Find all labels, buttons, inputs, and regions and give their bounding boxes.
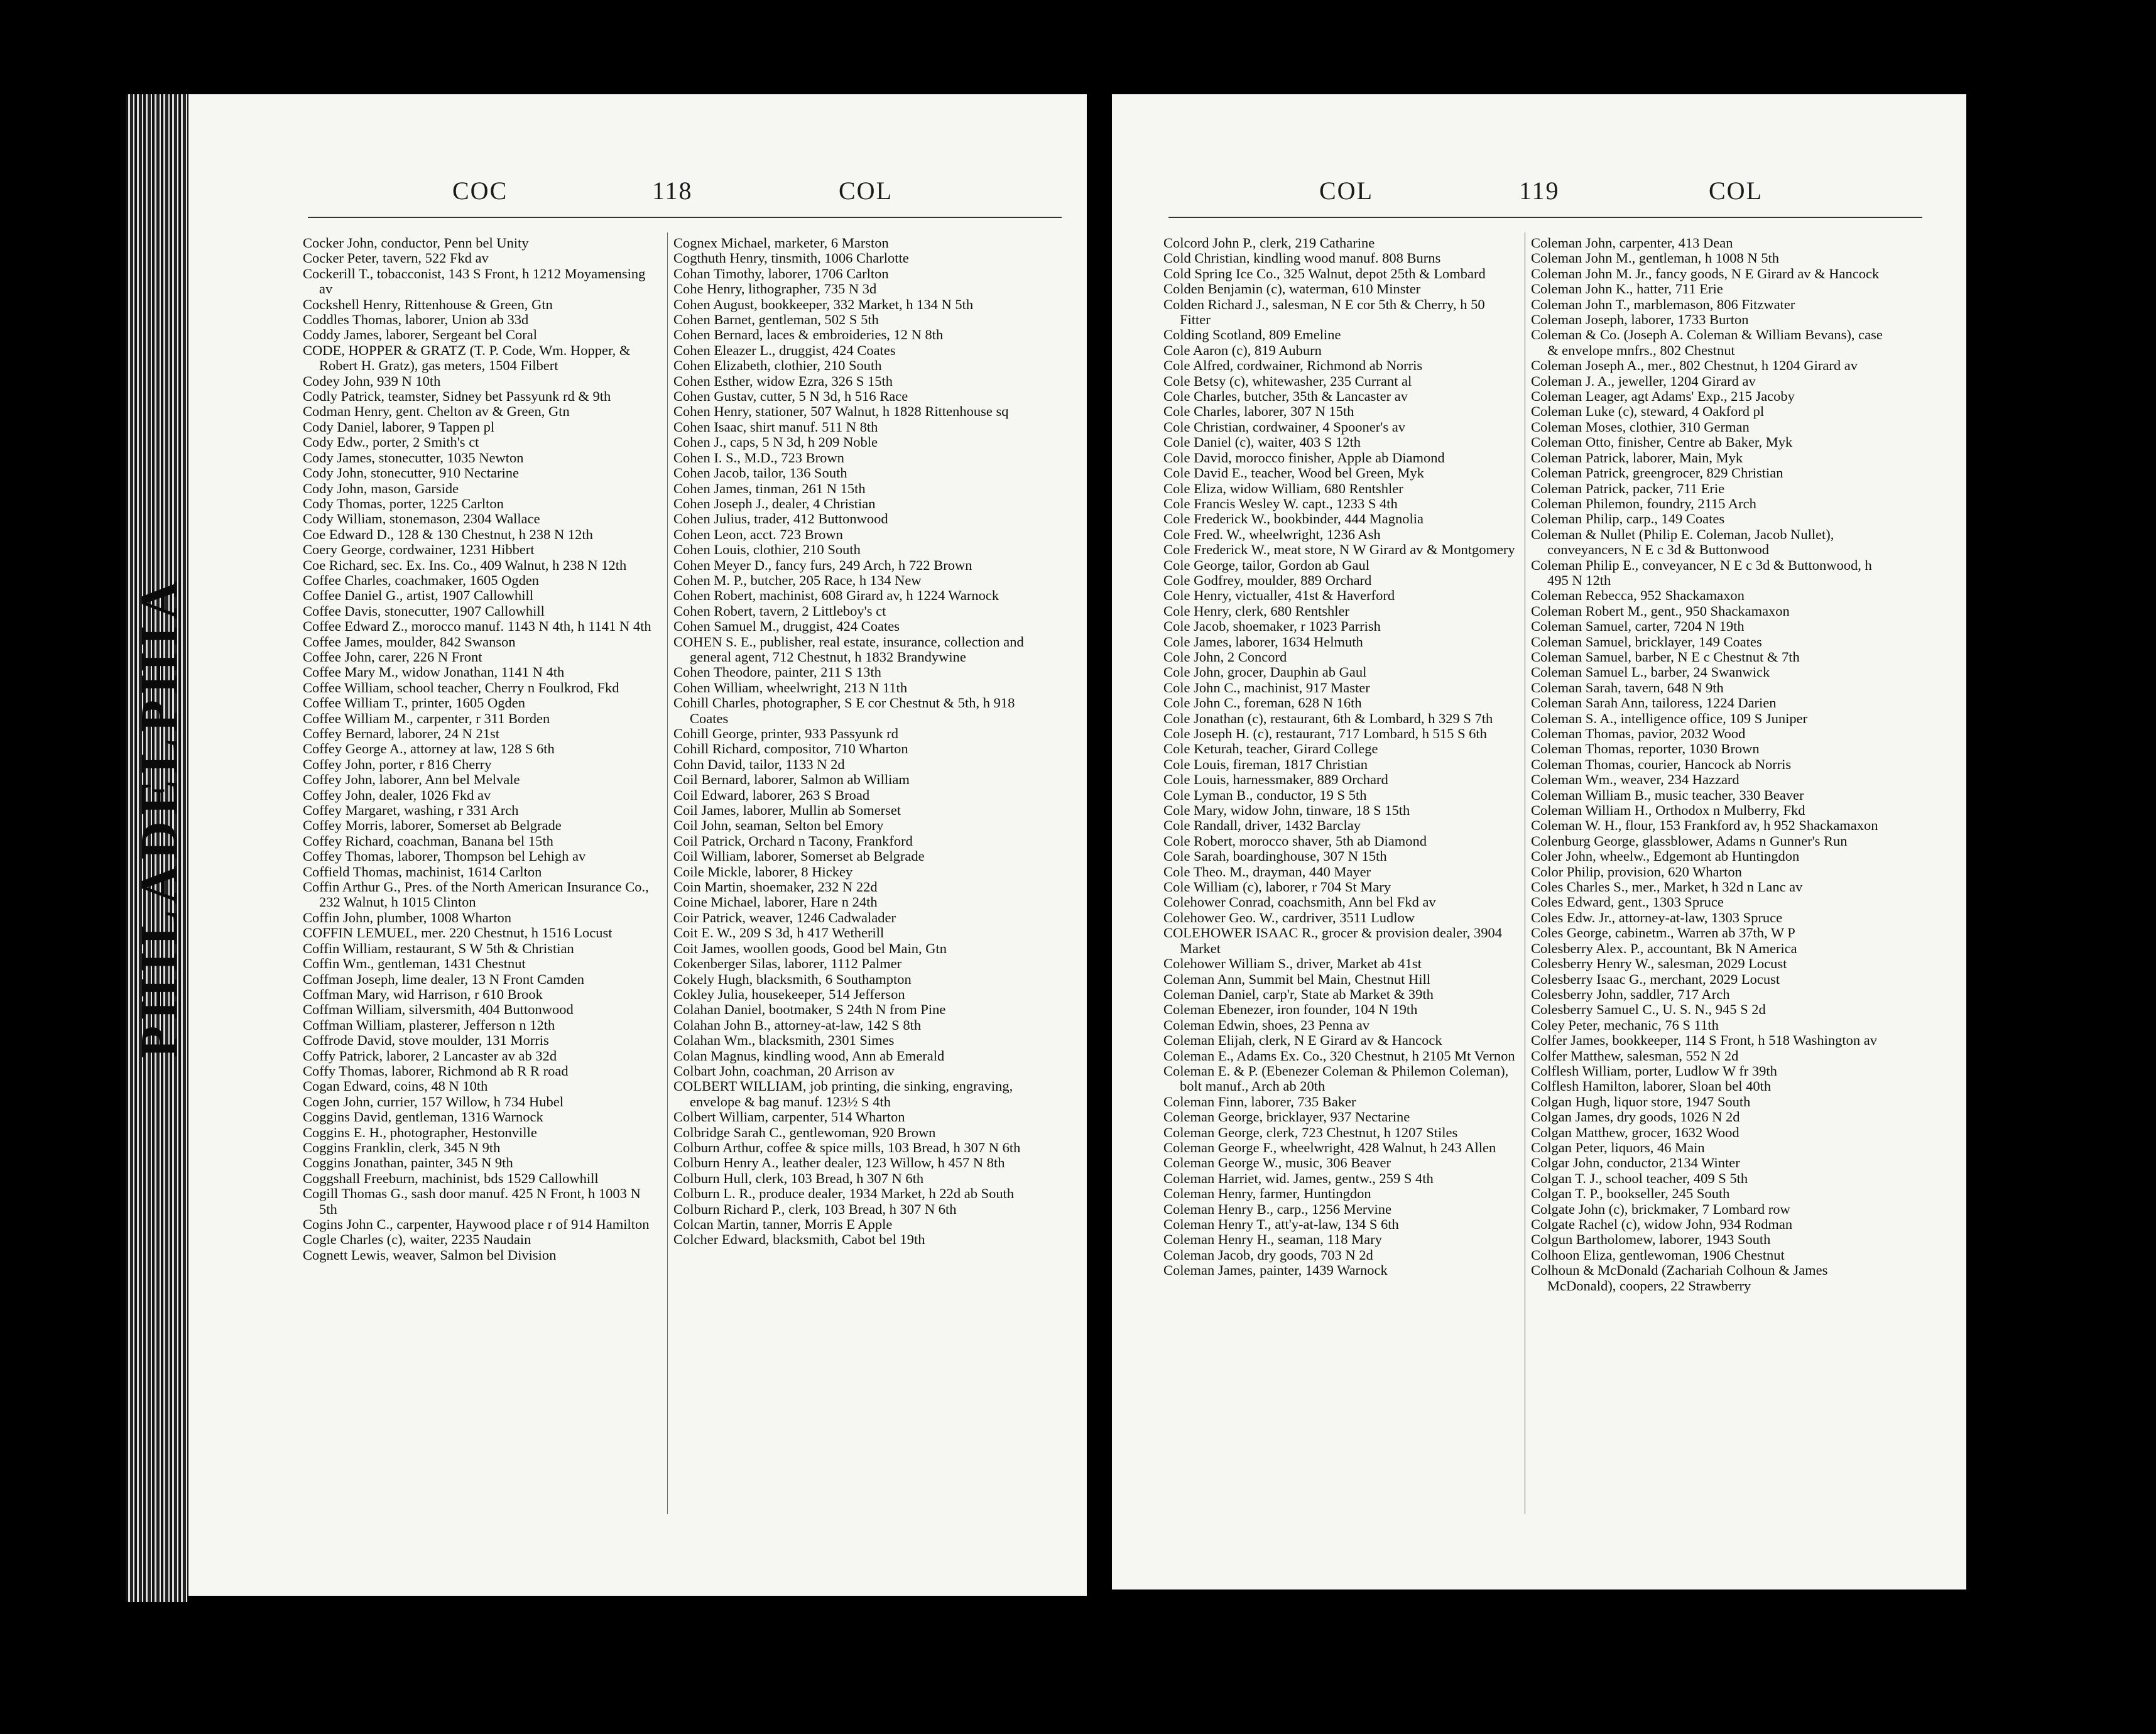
directory-entry: Coleman Samuel, carter, 7204 N 19th bbox=[1531, 618, 1745, 635]
directory-entry: Coleman John, carpenter, 413 Dean bbox=[1531, 235, 1733, 251]
directory-entry: Coffee William M., carpenter, r 311 Borden bbox=[303, 710, 550, 726]
directory-entry: Cohen Joseph J., dealer, 4 Christian bbox=[673, 495, 876, 511]
directory-entry: Coleman Otto, finisher, Centre ab Baker, Myk bbox=[1531, 434, 1793, 450]
directory-entry: Coleman & Nullet (Philip E. Coleman, Jacob Nullet), conveyancers, N E c 3d & Buttonwood bbox=[1531, 526, 1834, 558]
directory-entry: Codly Patrick, teamster, Sidney bet Passyunk rd & 9th bbox=[303, 388, 611, 405]
directory-entry: Cohen Gustav, cutter, 5 N 3d, h 516 Race bbox=[673, 388, 908, 405]
right-page-column-1 bbox=[1163, 236, 1518, 1279]
directory-entry: Coleman James, painter, 1439 Warnock bbox=[1163, 1262, 1388, 1279]
directory-entry: Coffman Mary, wid Harrison, r 610 Brook bbox=[303, 986, 543, 1002]
directory-entry: Cocker Peter, tavern, 522 Fkd av bbox=[303, 250, 489, 266]
directory-entry: Cody John, mason, Garside bbox=[303, 480, 459, 496]
directory-entry: Coleman Wm., weaver, 234 Hazzard bbox=[1531, 772, 1740, 788]
directory-entry: Cogthuth Henry, tinsmith, 1006 Charlotte bbox=[673, 250, 909, 266]
directory-entry: COLBERT WILLIAM, job printing, die sinking, engraving, envelope & bag manuf. 123½ S 4th bbox=[673, 1078, 1013, 1110]
directory-entry: Cole Keturah, teacher, Girard College bbox=[1163, 741, 1378, 757]
directory-entry: Coil John, seaman, Selton bel Emory bbox=[673, 817, 884, 834]
directory-entry: Colan Magnus, kindling wood, Ann ab Emerald bbox=[673, 1047, 945, 1064]
directory-entry: Coile Mickle, laborer, 8 Hickey bbox=[673, 863, 853, 880]
directory-entry: CODE, HOPPER & GRATZ (T. P. Code, Wm. Hopper, & Robert H. Gratz), gas meters, 1504 Filbert bbox=[303, 342, 631, 374]
directory-entry: Coleman Thomas, courier, Hancock ab Norris bbox=[1531, 756, 1792, 772]
directory-entry: Coffey Margaret, washing, r 331 Arch bbox=[303, 802, 519, 819]
directory-entry: Coil Patrick, Orchard n Tacony, Frankford bbox=[673, 832, 913, 849]
directory-entry: Colgun Bartholomew, laborer, 1943 South bbox=[1531, 1231, 1771, 1248]
directory-entry: Cole David, morocco finisher, Apple ab Diamond bbox=[1163, 449, 1445, 466]
directory-entry: Cohen Bernard, laces & embroideries, 12 N 8th bbox=[673, 327, 944, 343]
directory-entry: Colhoun & McDonald (Zachariah Colhoun & James McDonald), coopers, 22 Strawberry bbox=[1531, 1262, 1828, 1294]
directory-entry: Cohen M. P., butcher, 205 Race, h 134 New bbox=[673, 572, 922, 588]
directory-entry: Coleman Sarah Ann, tailoress, 1224 Darien bbox=[1531, 695, 1777, 711]
directory-entry: Cohen Elizabeth, clothier, 210 South bbox=[673, 357, 882, 374]
directory-entry: Coleman Edwin, shoes, 23 Penna av bbox=[1163, 1017, 1370, 1033]
directory-entry: Cohen Julius, trader, 412 Buttonwood bbox=[673, 511, 888, 527]
directory-entry: Cohen Jacob, tailor, 136 South bbox=[673, 465, 847, 481]
header-rule bbox=[1168, 217, 1922, 218]
directory-entry: Coffman William, silversmith, 404 Buttonwood bbox=[303, 1001, 574, 1018]
directory-entry: Colden Benjamin (c), waterman, 610 Minster bbox=[1163, 281, 1421, 297]
directory-entry: Colbert William, carpenter, 514 Wharton bbox=[673, 1109, 905, 1125]
directory-entry: Coggins E. H., photographer, Hestonville bbox=[303, 1124, 537, 1140]
directory-entry: Coir Patrick, weaver, 1246 Cadwalader bbox=[673, 909, 896, 925]
directory-entry: Coles Charles S., mer., Market, h 32d n Lanc av bbox=[1531, 879, 1803, 895]
directory-entry: Cole Daniel (c), waiter, 403 S 12th bbox=[1163, 434, 1361, 450]
directory-entry: Coleman Philip E., conveyancer, N E c 3d & Buttonwood, h 495 N 12th bbox=[1531, 557, 1872, 588]
directory-entry: Cogan Edward, coins, 48 N 10th bbox=[303, 1078, 488, 1094]
right-page bbox=[1112, 94, 1966, 1590]
directory-entry: Coleman Elijah, clerk, N E Girard av & Hancock bbox=[1163, 1032, 1442, 1049]
directory-entry: Cohen Louis, clothier, 210 South bbox=[673, 542, 861, 558]
directory-entry: Coleman George W., music, 306 Beaver bbox=[1163, 1155, 1391, 1171]
directory-entry: Coleman Moses, clothier, 310 German bbox=[1531, 418, 1750, 435]
header-right-guide: COL bbox=[839, 177, 893, 205]
directory-entry: Colburn Hull, clerk, 103 Bread, h 307 N 6th bbox=[673, 1170, 924, 1186]
directory-entry: Coggins Jonathan, painter, 345 N 9th bbox=[303, 1155, 513, 1171]
directory-entry: Cody James, stonecutter, 1035 Newton bbox=[303, 449, 524, 466]
directory-entry: Colbart John, coachman, 20 Arrison av bbox=[673, 1062, 895, 1079]
directory-entry: Cole Christian, cordwainer, 4 Spooner's av bbox=[1163, 418, 1405, 435]
directory-entry: Cody William, stonemason, 2304 Wallace bbox=[303, 511, 540, 527]
directory-entry: Coffey George A., attorney at law, 128 S 6th bbox=[303, 741, 555, 757]
directory-entry: Cody Thomas, porter, 1225 Carlton bbox=[303, 495, 504, 511]
directory-entry: Coffee Daniel G., artist, 1907 Callowhill bbox=[303, 587, 534, 604]
directory-entry: Coleman W. H., flour, 153 Frankford av, h 952 Shackamaxon bbox=[1531, 817, 1878, 834]
directory-entry: Coleman & Co. (Joseph A. Coleman & William Bevans), case & envelope mnfrs., 802 Chestnut bbox=[1531, 327, 1883, 358]
directory-entry: Cole Randall, driver, 1432 Barclay bbox=[1163, 817, 1361, 834]
directory-entry: Codman Henry, gent. Chelton av & Green, Gtn bbox=[303, 403, 570, 420]
directory-entry: Coddles Thomas, laborer, Union ab 33d bbox=[303, 312, 529, 328]
header-rule bbox=[308, 217, 1062, 218]
directory-entry: Coleman Philemon, foundry, 2115 Arch bbox=[1531, 495, 1756, 511]
directory-entry: Cohen Henry, stationer, 507 Walnut, h 1828 Rittenhouse sq bbox=[673, 403, 1009, 420]
directory-entry: Colding Scotland, 809 Emeline bbox=[1163, 327, 1341, 343]
directory-entry: Cole Sarah, boardinghouse, 307 N 15th bbox=[1163, 848, 1387, 864]
directory-entry: Coffy Patrick, laborer, 2 Lancaster av ab 32d bbox=[303, 1047, 557, 1064]
directory-entry: Colburn Henry A., leather dealer, 123 Willow, h 457 N 8th bbox=[673, 1155, 1005, 1171]
page-number: 119 bbox=[1519, 177, 1560, 205]
directory-entry: Cole John C., foreman, 628 N 16th bbox=[1163, 695, 1362, 711]
directory-entry: Coine Michael, laborer, Hare n 24th bbox=[673, 894, 878, 910]
directory-entry: Coleman Rebecca, 952 Shackamaxon bbox=[1531, 587, 1745, 604]
directory-entry: Coleman Harriet, wid. James, gentw., 259 S 4th bbox=[1163, 1170, 1434, 1186]
directory-entry: Coffee James, moulder, 842 Swanson bbox=[303, 633, 516, 650]
directory-entry: Colesberry Henry W., salesman, 2029 Locust bbox=[1531, 956, 1787, 972]
directory-entry: Colgate Rachel (c), widow John, 934 Rodman bbox=[1531, 1216, 1793, 1232]
directory-entry: Cohen Theodore, painter, 211 S 13th bbox=[673, 664, 881, 680]
directory-entry: Colbridge Sarah C., gentlewoman, 920 Brown bbox=[673, 1124, 936, 1140]
directory-entry: Colahan Wm., blacksmith, 2301 Simes bbox=[673, 1032, 895, 1049]
directory-entry: Colesberry Alex. P., accountant, Bk N America bbox=[1531, 940, 1797, 956]
directory-entry: Coffman William, plasterer, Jefferson n 12th bbox=[303, 1017, 555, 1033]
directory-entry: Coley Peter, mechanic, 76 S 11th bbox=[1531, 1017, 1719, 1033]
directory-entry: Cohill Charles, photographer, S E cor Chestnut & 5th, h 918 Coates bbox=[673, 695, 1015, 726]
directory-entry: Coleman George, bricklayer, 937 Nectarine bbox=[1163, 1109, 1410, 1125]
directory-entry: Coe Richard, sec. Ex. Ins. Co., 409 Walnut, h 238 N 12th bbox=[303, 557, 627, 573]
directory-entry: Cody Daniel, laborer, 9 Tappen pl bbox=[303, 418, 495, 435]
directory-entry: Cogle Charles (c), waiter, 2235 Naudain bbox=[303, 1231, 531, 1248]
directory-entry: Coleman S. A., intelligence office, 109 S Juniper bbox=[1531, 710, 1808, 726]
directory-entry: Coler John, wheelw., Edgemont ab Huntingdon bbox=[1531, 848, 1800, 864]
directory-entry: Cold Spring Ice Co., 325 Walnut, depot 25th & Lombard bbox=[1163, 265, 1486, 281]
directory-entry: Cole John, grocer, Dauphin ab Gaul bbox=[1163, 664, 1367, 680]
directory-entry: Coffee John, carer, 226 N Front bbox=[303, 648, 482, 665]
directory-entry: Coleman Sarah, tavern, 648 N 9th bbox=[1531, 679, 1724, 695]
directory-entry: Cole Alfred, cordwainer, Richmond ab Norris bbox=[1163, 357, 1423, 374]
directory-entry: Coleman William H., Orthodox n Mulberry, Fkd bbox=[1531, 802, 1805, 819]
directory-entry: Coffman Joseph, lime dealer, 13 N Front Camden bbox=[303, 971, 584, 987]
directory-entry: Coleman Ann, Summit bel Main, Chestnut Hill bbox=[1163, 971, 1430, 987]
directory-entry: Cole John, 2 Concord bbox=[1163, 648, 1287, 665]
directory-entry: Cole Louis, fireman, 1817 Christian bbox=[1163, 756, 1368, 772]
directory-entry: Coffey Thomas, laborer, Thompson bel Lehigh av bbox=[303, 848, 586, 864]
directory-entry: Coles Edward, gent., 1303 Spruce bbox=[1531, 894, 1724, 910]
directory-entry: Cohen James, tinman, 261 N 15th bbox=[673, 480, 866, 496]
directory-entry: Coleman Thomas, reporter, 1030 Brown bbox=[1531, 741, 1760, 757]
directory-entry: Cole Joseph H. (c), restaurant, 717 Lombard, h 515 S 6th bbox=[1163, 726, 1487, 741]
directory-entry: Colflesh William, porter, Ludlow W fr 39th bbox=[1531, 1062, 1777, 1079]
directory-entry: Coil Edward, laborer, 263 S Broad bbox=[673, 787, 870, 803]
directory-entry: Coleman John K., hatter, 711 Erie bbox=[1531, 281, 1723, 297]
directory-entry: Cockshell Henry, Rittenhouse & Green, Gtn bbox=[303, 296, 553, 312]
directory-entry: Colehower William S., driver, Market ab 41st bbox=[1163, 956, 1422, 972]
directory-entry: Coffee Mary M., widow Jonathan, 1141 N 4th bbox=[303, 664, 565, 680]
directory-entry: Cokely Hugh, blacksmith, 6 Southampton bbox=[673, 971, 912, 987]
directory-entry: Coleman William B., music teacher, 330 Beaver bbox=[1531, 787, 1804, 803]
directory-entry: Cohen Isaac, shirt manuf. 511 N 8th bbox=[673, 418, 878, 435]
directory-entry: Cole Theo. M., drayman, 440 Mayer bbox=[1163, 863, 1371, 880]
page-number: 118 bbox=[652, 177, 693, 205]
directory-entry: Coggins Franklin, clerk, 345 N 9th bbox=[303, 1139, 501, 1155]
directory-entry: Coggins David, gentleman, 1316 Warnock bbox=[303, 1109, 543, 1125]
directory-entry: Cohen August, bookkeeper, 332 Market, h 134 N 5th bbox=[673, 296, 974, 312]
directory-entry: Codey John, 939 N 10th bbox=[303, 373, 441, 389]
directory-entry: Cole David E., teacher, Wood bel Green, Myk bbox=[1163, 465, 1424, 481]
directory-entry: Coleman Finn, laborer, 735 Baker bbox=[1163, 1093, 1356, 1110]
directory-entry: Colburn L. R., produce dealer, 1934 Market, h 22d ab South bbox=[673, 1186, 1015, 1202]
directory-entry: Coleman Leager, agt Adams' Exp., 215 Jacoby bbox=[1531, 388, 1795, 405]
directory-entry: Cogen John, currier, 157 Willow, h 734 Hubel bbox=[303, 1093, 564, 1110]
directory-entry: Cole Charles, butcher, 35th & Lancaster av bbox=[1163, 388, 1408, 405]
directory-entry: Coleman George F., wheelwright, 428 Walnut, h 243 Allen bbox=[1163, 1139, 1496, 1155]
directory-entry: Cole Frederick W., bookbinder, 444 Magnolia bbox=[1163, 511, 1424, 527]
directory-entry: Coles Edw. Jr., attorney-at-law, 1303 Spruce bbox=[1531, 909, 1783, 925]
directory-entry: Cole Mary, widow John, tinware, 18 S 15th bbox=[1163, 802, 1410, 819]
directory-entry: Coles George, cabinetm., Warren ab 37th, W P bbox=[1531, 925, 1795, 941]
directory-entry: Coffey Richard, coachman, Banana bel 15th bbox=[303, 832, 553, 849]
directory-entry: Cokley Julia, housekeeper, 514 Jefferson bbox=[673, 986, 905, 1002]
directory-entry: Cole Frederick W., meat store, N W Girard av & Montgomery bbox=[1163, 542, 1515, 558]
directory-entry: Cohen Eleazer L., druggist, 424 Coates bbox=[673, 342, 896, 358]
directory-entry: Cole Fred. W., wheelwright, 1236 Ash bbox=[1163, 526, 1381, 542]
directory-entry: Cody John, stonecutter, 910 Nectarine bbox=[303, 465, 520, 481]
directory-entry: Coleman Patrick, laborer, Main, Myk bbox=[1531, 449, 1743, 466]
header-left-guide: COC bbox=[452, 177, 508, 205]
directory-entry: Colgar John, conductor, 2134 Winter bbox=[1531, 1155, 1740, 1171]
directory-entry: Colfer Matthew, salesman, 552 N 2d bbox=[1531, 1047, 1739, 1064]
directory-entry: Cole Louis, harnessmaker, 889 Orchard bbox=[1163, 772, 1388, 788]
directory-entry: Coil William, laborer, Somerset ab Belgrade bbox=[673, 848, 925, 864]
directory-entry: Cold Christian, kindling wood manuf. 808 Burns bbox=[1163, 250, 1441, 266]
directory-entry: Cole Jacob, shoemaker, r 1023 Parrish bbox=[1163, 618, 1381, 635]
directory-entry: Cohen Samuel M., druggist, 424 Coates bbox=[673, 618, 900, 635]
directory-entry: Coffey John, dealer, 1026 Fkd av bbox=[303, 787, 491, 803]
directory-entry: Coleman Robert M., gent., 950 Shackamaxon bbox=[1531, 603, 1790, 619]
left-page-column-2 bbox=[673, 236, 1030, 1248]
directory-entry: Colburn Richard P., clerk, 103 Bread, h 307 N 6th bbox=[673, 1201, 957, 1217]
directory-entry: Coleman Joseph, laborer, 1733 Burton bbox=[1531, 312, 1749, 328]
directory-entry: Coffee William, school teacher, Cherry n Foulkrod, Fkd bbox=[303, 679, 619, 695]
directory-entry: Cole Lyman B., conductor, 19 S 5th bbox=[1163, 787, 1367, 803]
header-right-guide: COL bbox=[1709, 177, 1763, 205]
spine-stamp: PHILADELPHIA bbox=[130, 575, 188, 1059]
directory-entry: Coleman John T., marblemason, 806 Fitzwater bbox=[1531, 296, 1795, 312]
directory-entry: Cole Charles, laborer, 307 N 15th bbox=[1163, 403, 1354, 420]
directory-entry: Cole William (c), laborer, r 704 St Mary bbox=[1163, 879, 1391, 895]
directory-entry: Coleman Samuel, bricklayer, 149 Coates bbox=[1531, 633, 1762, 650]
directory-entry: Coffee William T., printer, 1605 Ogden bbox=[303, 695, 525, 711]
directory-entry: Cohen Robert, tavern, 2 Littleboy's ct bbox=[673, 603, 886, 619]
directory-entry: Coleman Patrick, packer, 711 Erie bbox=[1531, 480, 1725, 496]
directory-entry: Coffey Bernard, laborer, 24 N 21st bbox=[303, 726, 499, 741]
directory-entry: Cohen Barnet, gentleman, 502 S 5th bbox=[673, 312, 879, 328]
directory-entry: Cohen Meyer D., fancy furs, 249 Arch, h 722 Brown bbox=[673, 557, 972, 573]
directory-entry: Colden Richard J., salesman, N E cor 5th & Cherry, h 50 Fitter bbox=[1163, 296, 1485, 328]
directory-entry: COLEHOWER ISAAC R., grocer & provision dealer, 3904 Market bbox=[1163, 925, 1503, 956]
directory-entry: Coleman Samuel L., barber, 24 Swanwick bbox=[1531, 664, 1770, 680]
directory-entry: Cohe Henry, lithographer, 735 N 3d bbox=[673, 281, 877, 297]
directory-entry: Coit James, woollen goods, Good bel Main, Gtn bbox=[673, 940, 947, 956]
directory-entry: Coleman John M. Jr., fancy goods, N E Girard av & Hancock bbox=[1531, 265, 1880, 281]
directory-entry: Colehower Conrad, coachsmith, Ann bel Fkd av bbox=[1163, 894, 1436, 910]
directory-entry: Colcord John P., clerk, 219 Catharine bbox=[1163, 235, 1375, 251]
directory-entry: Coil James, laborer, Mullin ab Somerset bbox=[673, 802, 901, 819]
directory-entry: Coggshall Freeburn, machinist, bds 1529 Callowhill bbox=[303, 1170, 599, 1186]
directory-entry: Coffey John, porter, r 816 Cherry bbox=[303, 756, 492, 772]
directory-entry: Colahan Daniel, bootmaker, S 24th N from Pine bbox=[673, 1001, 946, 1018]
directory-entry: COHEN S. E., publisher, real estate, insurance, collection and general agent, 712 Chestnut, h 1832 Brandywine bbox=[673, 633, 1024, 665]
directory-entry: Colgate John (c), brickmaker, 7 Lombard row bbox=[1531, 1201, 1790, 1217]
directory-entry: Cole John C., machinist, 917 Master bbox=[1163, 679, 1370, 695]
directory-entry: Coe Edward D., 128 & 130 Chestnut, h 238 N 12th bbox=[303, 526, 593, 542]
directory-entry: Cohen William, wheelwright, 213 N 11th bbox=[673, 679, 908, 695]
directory-entry: Cohen Robert, machinist, 608 Girard av, h 1224 Warnock bbox=[673, 587, 999, 604]
directory-entry: Cohen Leon, acct. 723 Brown bbox=[673, 526, 843, 542]
directory-entry: Coffin Arthur G., Pres. of the North American Insurance Co., 232 Walnut, h 1015 Clinton bbox=[303, 879, 649, 910]
directory-entry: Colenburg George, glassblower, Adams n Gunner's Run bbox=[1531, 832, 1848, 849]
directory-entry: Coleman E., Adams Ex. Co., 320 Chestnut, h 2105 Mt Vernon bbox=[1163, 1047, 1515, 1064]
directory-entry: Cohill George, printer, 933 Passyunk rd bbox=[673, 726, 899, 741]
directory-entry: Cohen J., caps, 5 N 3d, h 209 Noble bbox=[673, 434, 878, 450]
directory-entry: Coleman Jacob, dry goods, 703 N 2d bbox=[1163, 1246, 1373, 1263]
directory-entry: Colflesh Hamilton, laborer, Sloan bel 40th bbox=[1531, 1078, 1772, 1094]
directory-entry: Coleman Daniel, carp'r, State ab Market & 39th bbox=[1163, 986, 1434, 1002]
directory-entry: Coffin Wm., gentleman, 1431 Chestnut bbox=[303, 956, 526, 972]
directory-entry: Coleman Henry T., att'y-at-law, 134 S 6th bbox=[1163, 1216, 1399, 1232]
directory-entry: Cole Francis Wesley W. capt., 1233 S 4th bbox=[1163, 495, 1398, 511]
directory-entry: Cognex Michael, marketer, 6 Marston bbox=[673, 235, 889, 251]
directory-entry: Colgan T. J., school teacher, 409 S 5th bbox=[1531, 1170, 1748, 1186]
directory-entry: Cogins John C., carpenter, Haywood place r of 914 Hamilton bbox=[303, 1216, 650, 1232]
directory-entry: Cockerill T., tobacconist, 143 S Front, h 1212 Moyamensing av bbox=[303, 265, 646, 297]
directory-entry: Coleman Patrick, greengrocer, 829 Christian bbox=[1531, 465, 1783, 481]
directory-entry: Colgan Hugh, liquor store, 1947 South bbox=[1531, 1093, 1751, 1110]
directory-entry: Cognett Lewis, weaver, Salmon bel Division bbox=[303, 1246, 557, 1263]
directory-entry: Coffrode David, stove moulder, 131 Morris bbox=[303, 1032, 549, 1049]
header-left-guide: COL bbox=[1319, 177, 1373, 205]
directory-entry: Coffin John, plumber, 1008 Wharton bbox=[303, 909, 511, 925]
directory-entry: Coleman Ebenezer, iron founder, 104 N 19th bbox=[1163, 1001, 1418, 1018]
directory-entry: Coffee Charles, coachmaker, 1605 Ogden bbox=[303, 572, 540, 588]
directory-entry: Coit E. W., 209 S 3d, h 417 Wetherill bbox=[673, 925, 885, 941]
directory-entry: Coleman Samuel, barber, N E c Chestnut & 7th bbox=[1531, 648, 1800, 665]
directory-entry: Coffey John, laborer, Ann bel Melvale bbox=[303, 772, 520, 788]
directory-entry: Color Philip, provision, 620 Wharton bbox=[1531, 863, 1742, 880]
directory-entry: Coleman Henry B., carp., 1256 Mervine bbox=[1163, 1201, 1392, 1217]
directory-entry: Cole Eliza, widow William, 680 Rentshler bbox=[1163, 480, 1403, 496]
directory-entry: Cohn David, tailor, 1133 N 2d bbox=[673, 756, 845, 772]
directory-entry: Coffee Davis, stonecutter, 1907 Callowhill bbox=[303, 603, 545, 619]
directory-entry: Cole James, laborer, 1634 Helmuth bbox=[1163, 633, 1363, 650]
directory-entry: Colburn Arthur, coffee & spice mills, 103 Bread, h 307 N 6th bbox=[673, 1139, 1021, 1155]
directory-entry: Cocker John, conductor, Penn bel Unity bbox=[303, 235, 529, 251]
directory-entry: Colahan John B., attorney-at-law, 142 S 8th bbox=[673, 1017, 922, 1033]
directory-entry: Coleman George, clerk, 723 Chestnut, h 1207 Stiles bbox=[1163, 1124, 1458, 1140]
directory-entry: Coleman Joseph A., mer., 802 Chestnut, h 1204 Girard av bbox=[1531, 357, 1858, 374]
directory-entry: Coleman J. A., jeweller, 1204 Girard av bbox=[1531, 373, 1756, 389]
directory-entry: Coin Martin, shoemaker, 232 N 22d bbox=[673, 879, 878, 895]
directory-entry: Coleman E. & P. (Ebenezer Coleman & Philemon Coleman), bolt manuf., Arch ab 20th bbox=[1163, 1062, 1509, 1094]
directory-entry: Cole Betsy (c), whitewasher, 235 Currant al bbox=[1163, 373, 1412, 389]
directory-entry: Cokenberger Silas, laborer, 1112 Palmer bbox=[673, 956, 902, 972]
directory-entry: Cole Jonathan (c), restaurant, 6th & Lombard, h 329 S 7th bbox=[1163, 710, 1493, 726]
directory-entry: Coffey Morris, laborer, Somerset ab Belgrade bbox=[303, 817, 562, 834]
directory-entry: Colehower Geo. W., cardriver, 3511 Ludlow bbox=[1163, 909, 1415, 925]
page-header bbox=[188, 176, 1087, 214]
directory-entry: Cohen I. S., M.D., 723 Brown bbox=[673, 449, 844, 466]
left-page bbox=[188, 94, 1087, 1596]
directory-entry: Cole Godfrey, moulder, 889 Orchard bbox=[1163, 572, 1372, 588]
directory-entry: Cole Henry, victualler, 41st & Haverford bbox=[1163, 587, 1395, 604]
directory-entry: Coleman Henry H., seaman, 118 Mary bbox=[1163, 1231, 1382, 1248]
directory-entry: Cole Robert, morocco shaver, 5th ab Diamond bbox=[1163, 832, 1427, 849]
directory-entry: Cohan Timothy, laborer, 1706 Carlton bbox=[673, 265, 889, 281]
directory-entry: Colhoon Eliza, gentlewoman, 1906 Chestnut bbox=[1531, 1246, 1785, 1263]
directory-entry: Coil Bernard, laborer, Salmon ab William bbox=[673, 772, 910, 788]
directory-entry: Coffy Thomas, laborer, Richmond ab R R road bbox=[303, 1062, 569, 1079]
directory-entry: Coleman Luke (c), steward, 4 Oakford pl bbox=[1531, 403, 1765, 420]
directory-entry: Coffin William, restaurant, S W 5th & Christian bbox=[303, 940, 574, 956]
directory-entry: Colfer James, bookkeeper, 114 S Front, h 518 Washington av bbox=[1531, 1032, 1877, 1049]
directory-entry: Coddy James, laborer, Sergeant bel Coral bbox=[303, 327, 537, 343]
directory-entry: Colgan Matthew, grocer, 1632 Wood bbox=[1531, 1124, 1740, 1140]
directory-entry: Cole Aaron (c), 819 Auburn bbox=[1163, 342, 1322, 358]
directory-entry: Cogill Thomas G., sash door manuf. 425 N Front, h 1003 N 5th bbox=[303, 1186, 641, 1217]
directory-entry: Cohen Esther, widow Ezra, 326 S 15th bbox=[673, 373, 893, 389]
directory-entry: Cohill Richard, compositor, 710 Wharton bbox=[673, 741, 908, 757]
directory-entry: Colcan Martin, tanner, Morris E Apple bbox=[673, 1216, 893, 1232]
directory-entry: Colgan Peter, liquors, 46 Main bbox=[1531, 1139, 1705, 1155]
column-divider bbox=[667, 232, 668, 1514]
directory-entry: Coery George, cordwainer, 1231 Hibbert bbox=[303, 542, 535, 558]
directory-entry: Coffield Thomas, machinist, 1614 Carlton bbox=[303, 863, 542, 880]
directory-entry: Colesberry John, saddler, 717 Arch bbox=[1531, 986, 1730, 1002]
directory-entry: Cody Edw., porter, 2 Smith's ct bbox=[303, 434, 479, 450]
directory-entry: Colcher Edward, blacksmith, Cabot bel 19th bbox=[673, 1231, 925, 1248]
page-header bbox=[1112, 176, 1966, 214]
directory-entry: Coleman Henry, farmer, Huntingdon bbox=[1163, 1186, 1371, 1202]
right-page-column-2 bbox=[1531, 236, 1889, 1294]
directory-entry: Colesberry Samuel C., U. S. N., 945 S 2d bbox=[1531, 1001, 1766, 1018]
directory-entry: Coleman Thomas, pavior, 2032 Wood bbox=[1531, 726, 1746, 741]
directory-entry: Cole George, tailor, Gordon ab Gaul bbox=[1163, 557, 1369, 573]
left-page-column-1 bbox=[303, 236, 660, 1263]
directory-entry: Coleman Philip, carp., 149 Coates bbox=[1531, 511, 1725, 527]
directory-entry: Cole Henry, clerk, 680 Rentshler bbox=[1163, 603, 1349, 619]
directory-entry: COFFIN LEMUEL, mer. 220 Chestnut, h 1516 Locust bbox=[303, 925, 612, 941]
directory-entry: Colgan T. P., bookseller, 245 South bbox=[1531, 1186, 1730, 1202]
directory-entry: Coffee Edward Z., morocco manuf. 1143 N 4th, h 1141 N 4th bbox=[303, 618, 651, 635]
directory-entry: Coleman John M., gentleman, h 1008 N 5th bbox=[1531, 250, 1779, 266]
directory-entry: Colesberry Isaac G., merchant, 2029 Locust bbox=[1531, 971, 1780, 987]
directory-entry: Colgan James, dry goods, 1026 N 2d bbox=[1531, 1109, 1740, 1125]
